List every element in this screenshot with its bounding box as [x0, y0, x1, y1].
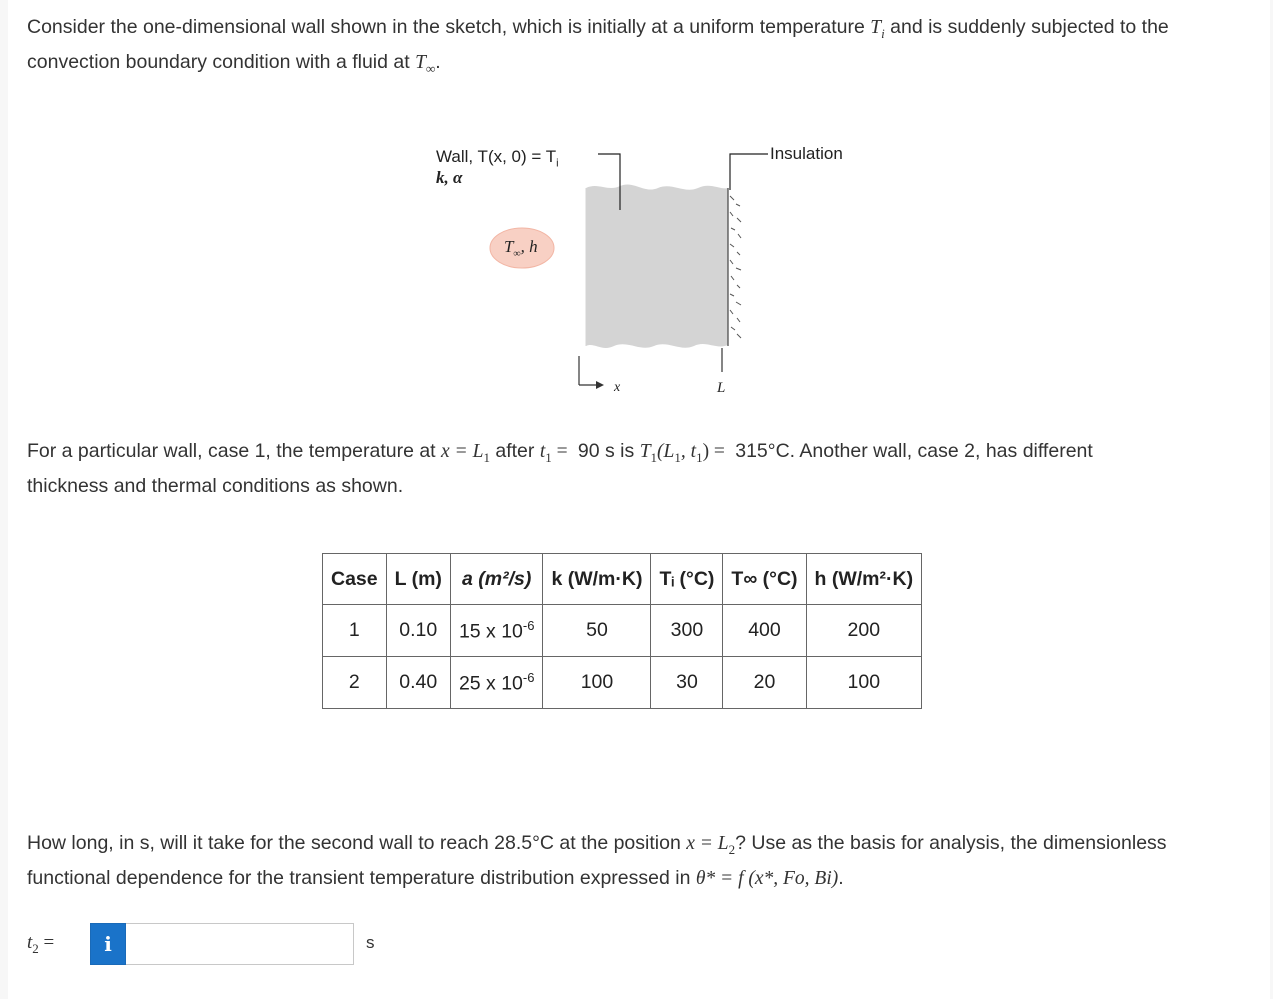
- fluid-label-sub: ∞: [513, 248, 521, 260]
- intro-text: Consider the one-dimensional wall shown in the sketch, which is initially at a uniform temperature: [27, 16, 871, 38]
- table-row: [323, 605, 922, 657]
- question-paragraph: [27, 829, 1167, 893]
- wall-body: [586, 184, 728, 347]
- header-length: L (m): [386, 554, 450, 605]
- question-sub: 2: [728, 841, 736, 857]
- answer-label: [27, 932, 59, 957]
- question-text: ? Use as the basis for analysis, the dimensionless: [735, 832, 1167, 854]
- header-diffusivity: a (m²/s): [450, 554, 543, 605]
- cell-diffusivity: 15 x $10^{-6}$: [450, 605, 543, 657]
- exponent: -6: [522, 669, 535, 685]
- case-text: 315°C. Another wall, case 2, has different: [729, 440, 1093, 462]
- case-expr: T: [639, 441, 651, 462]
- header-initial-temp: Tᵢ (°C): [651, 554, 723, 605]
- header-case: Case: [323, 554, 387, 605]
- cell-initial-temp: 300: [651, 605, 723, 657]
- cell-case: 1: [323, 605, 387, 657]
- wall-label-text: Wall, T(x, 0) = T: [436, 147, 557, 166]
- case-sub: 1: [674, 449, 681, 465]
- cell-conductivity: 50: [543, 605, 651, 657]
- info-icon[interactable]: i: [90, 923, 126, 965]
- fluid-label-t: T: [504, 237, 514, 256]
- ti-symbol: T: [870, 17, 882, 38]
- case-expr: x = L: [441, 441, 484, 462]
- case-expr: (L: [657, 441, 675, 462]
- wall-properties-label: k, α: [436, 168, 463, 187]
- case-expr: =: [551, 441, 573, 462]
- question-text: .: [838, 866, 844, 889]
- tinf-symbol: T: [415, 51, 426, 73]
- l-label: L: [717, 380, 726, 396]
- case-text: For a particular wall, case 1, the temperature at: [27, 440, 442, 462]
- wall-sketch: [8, 0, 1270, 420]
- cell-conductivity: 100: [543, 657, 651, 709]
- answer-input[interactable]: [126, 923, 354, 965]
- question-text: How long, in s, will it take for the second wall to reach 28.5°C at the position: [27, 832, 687, 854]
- tinf-sub: ∞: [425, 60, 436, 76]
- case-paragraph: [27, 437, 1093, 501]
- case-text: thickness and thermal conditions as shown.: [27, 474, 404, 497]
- exponent: -6: [522, 617, 535, 633]
- fluid-label: [504, 237, 538, 259]
- case-text: after: [489, 440, 540, 462]
- header-fluid-temp: T∞ (°C): [723, 554, 806, 605]
- case-expr: , t: [680, 441, 697, 462]
- properties-table: [322, 553, 922, 709]
- cell-h: 100: [806, 657, 922, 709]
- cell-diffusivity: 25 x $10^{-6}$: [450, 657, 543, 709]
- case-sub: 1: [545, 449, 552, 465]
- case-expr: t: [539, 441, 546, 462]
- header-h: h (W/m²·K): [806, 554, 922, 605]
- cell-length: 0.10: [386, 605, 450, 657]
- intro-text: convection boundary condition with a fluid at: [27, 50, 416, 73]
- fluid-label-h: , h: [520, 237, 538, 256]
- question-text: functional dependence for the transient temperature distribution expressed in: [27, 866, 696, 889]
- question-expr: x = L: [686, 833, 729, 854]
- case-sub: 1: [650, 449, 658, 465]
- cell-initial-temp: 30: [651, 657, 723, 709]
- cell-fluid-temp: 400: [723, 605, 806, 657]
- cell-fluid-temp: 20: [723, 657, 806, 709]
- x-axis-label: x: [614, 380, 621, 395]
- case-expr: ) =: [702, 441, 730, 462]
- unit-label: s: [366, 933, 375, 952]
- case-text: 90 s is: [572, 440, 640, 462]
- question-page: [8, 0, 1270, 999]
- insulation-label: Insulation: [770, 144, 843, 163]
- intro-text: and is suddenly subjected to the: [884, 16, 1169, 38]
- table-header-row: [323, 554, 922, 605]
- table-row: [323, 657, 922, 709]
- wall-label-sub: i: [556, 157, 559, 170]
- wall-diagram: [8, 0, 1270, 420]
- cell-case: 2: [323, 657, 387, 709]
- answer-label-eq: =: [38, 932, 59, 953]
- answer-label-t: t: [27, 932, 33, 953]
- cell-length: 0.40: [386, 657, 450, 709]
- case-sub: 1: [483, 449, 490, 465]
- ti-sub: i: [881, 25, 885, 41]
- question-expr: θ* = f (x*, Fo, Bi): [695, 867, 839, 889]
- answer-label-sub: 2: [32, 940, 39, 956]
- case-sub: 1: [696, 449, 703, 465]
- intro-text: .: [435, 50, 441, 73]
- wall-label: [436, 147, 559, 169]
- header-conductivity: k (W/m·K): [543, 554, 651, 605]
- cell-h: 200: [806, 605, 922, 657]
